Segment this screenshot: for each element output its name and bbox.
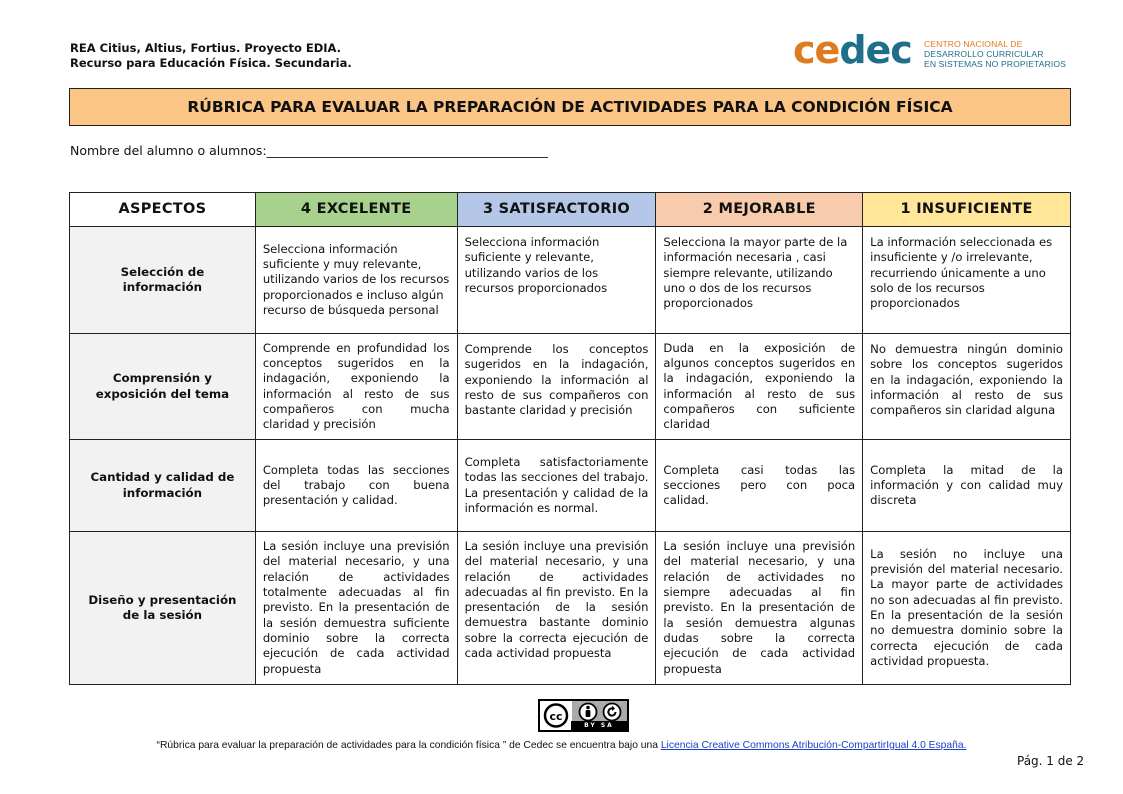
rubric-title: RÚBRICA PARA EVALUAR LA PREPARACIÓN DE ACTIVIDADES PARA LA CONDICIÓN FÍSICA bbox=[69, 88, 1071, 126]
aspect-cell: Selección de información bbox=[70, 227, 256, 334]
aspect-cell: Diseño y presentación de la sesión bbox=[70, 532, 256, 685]
criteria-cell: Selecciona información suficiente y muy relevante, utilizando varios de los recursos proporcionados e incluso algún recurso de búsqueda personal bbox=[255, 227, 457, 334]
table-row bbox=[70, 532, 1071, 685]
criteria-cell: Completa la mitad de la información y con calidad muy discreta bbox=[863, 440, 1071, 532]
sa-share-alike-icon bbox=[602, 702, 622, 722]
aspect-cell: Comprensión y exposición del tema bbox=[70, 334, 256, 440]
header-insuficiente: 1 INSUFICIENTE bbox=[863, 193, 1071, 227]
aspect-cell: Cantidad y calidad de información bbox=[70, 440, 256, 532]
criteria-cell: La información seleccionada es insuficiente y /o irrelevante, recurriendo únicamente a uno solo de los recursos proporcionados bbox=[863, 227, 1071, 334]
rubric-header-row bbox=[70, 193, 1071, 227]
header-satisfactorio: 3 SATISFACTORIO bbox=[457, 193, 656, 227]
criteria-cell: Completa casi todas las secciones pero con poca calidad. bbox=[656, 440, 863, 532]
cc-text: cc bbox=[549, 710, 563, 723]
header-excelente: 4 EXCELENTE bbox=[255, 193, 457, 227]
creative-commons-by-sa-icon bbox=[538, 699, 629, 732]
license-text: “Rúbrica para evaluar la preparación de actividades para la condición física ” de Cedec se encuentra bajo una bbox=[156, 740, 661, 751]
cedec-logo-subtitle: CENTRO NACIONAL DE DESARROLLO CURRICULAR EN SISTEMAS NO PROPIETARIOS bbox=[924, 39, 1066, 69]
header-aspects: ASPECTOS bbox=[70, 193, 256, 227]
cc-icon bbox=[540, 701, 572, 730]
document-header bbox=[70, 41, 352, 71]
criteria-cell: Selecciona información suficiente y relevante, utilizando varios de los recursos proporcionados bbox=[457, 227, 656, 334]
criteria-cell: Selecciona la mayor parte de la información necesaria , casi siempre relevante, utilizando uno o dos de los recursos proporcionados bbox=[656, 227, 863, 334]
rubric-table bbox=[69, 192, 1071, 685]
criteria-cell: Completa todas las secciones del trabajo con buena presentación y calidad. bbox=[255, 440, 457, 532]
table-row bbox=[70, 227, 1071, 334]
criteria-cell: Duda en la exposición de algunos conceptos sugeridos en la indagación, exponiendo la información al resto de sus compañeros con suficiente claridad bbox=[656, 334, 863, 440]
page-number: Pág. 1 de 2 bbox=[1017, 754, 1085, 768]
cc-badge-label: BY SA bbox=[571, 721, 627, 730]
criteria-cell: La sesión incluye una previsión del material necesario, y una relación de actividades no siempre adecuadas al fin previsto. En la presentación de la sesión demuestra algunas dudas sobre la correcta ejecución de cada actividad propuesta bbox=[656, 532, 863, 685]
student-name-field: Nombre del alumno o alumnos:_____________________________________________ bbox=[70, 143, 548, 158]
table-row bbox=[70, 440, 1071, 532]
criteria-cell: Comprende en profundidad los conceptos sugeridos en la indagación, exponiendo la información al resto de sus compañeros con mucha claridad y precisión bbox=[255, 334, 457, 440]
criteria-cell: No demuestra ningún dominio sobre los conceptos sugeridos en la indagación, exponiendo la información al resto de sus compañeros sin claridad alguna bbox=[863, 334, 1071, 440]
by-attribution-icon bbox=[578, 702, 598, 722]
header-line-2: Recurso para Educación Física. Secundaria. bbox=[70, 56, 352, 70]
license-footer bbox=[0, 740, 1123, 751]
criteria-cell: Comprende los conceptos sugeridos en la indagación, exponiendo la información al resto de sus compañeros con bastante claridad y precisión bbox=[457, 334, 656, 440]
cedec-logo bbox=[793, 28, 1083, 76]
criteria-cell: La sesión no incluye una previsión del material necesario. La mayor parte de actividades no son adecuadas al fin previsto. En la presentación de la sesión no demuestra dominio sobre la correcta ejecución de cada actividad propuesta. bbox=[863, 532, 1071, 685]
license-link[interactable]: Licencia Creative Commons Atribución-CompartirIgual 4.0 España. bbox=[660, 740, 967, 751]
criteria-cell: Completa satisfactoriamente todas las secciones del trabajo. La presentación y calidad de la información es normal. bbox=[457, 440, 656, 532]
criteria-cell: La sesión incluye una previsión del material necesario, y una relación de actividades totalmente adecuadas al fin previsto. En la presentación de la sesión demuestra suficiente dominio sobre la correcta ejecución de cada actividad propuesta bbox=[255, 532, 457, 685]
header-mejorable: 2 MEJORABLE bbox=[656, 193, 863, 227]
cedec-logo-word: cedec bbox=[793, 28, 912, 72]
table-row bbox=[70, 334, 1071, 440]
criteria-cell: La sesión incluye una previsión del material necesario, y una relación de actividades adecuadas al fin previsto. En la presentación de la sesión demuestra bastante dominio sobre la correcta ejecución de cada actividad propuesta bbox=[457, 532, 656, 685]
header-line-1: REA Citius, Altius, Fortius. Proyecto EDIA. bbox=[70, 41, 342, 55]
